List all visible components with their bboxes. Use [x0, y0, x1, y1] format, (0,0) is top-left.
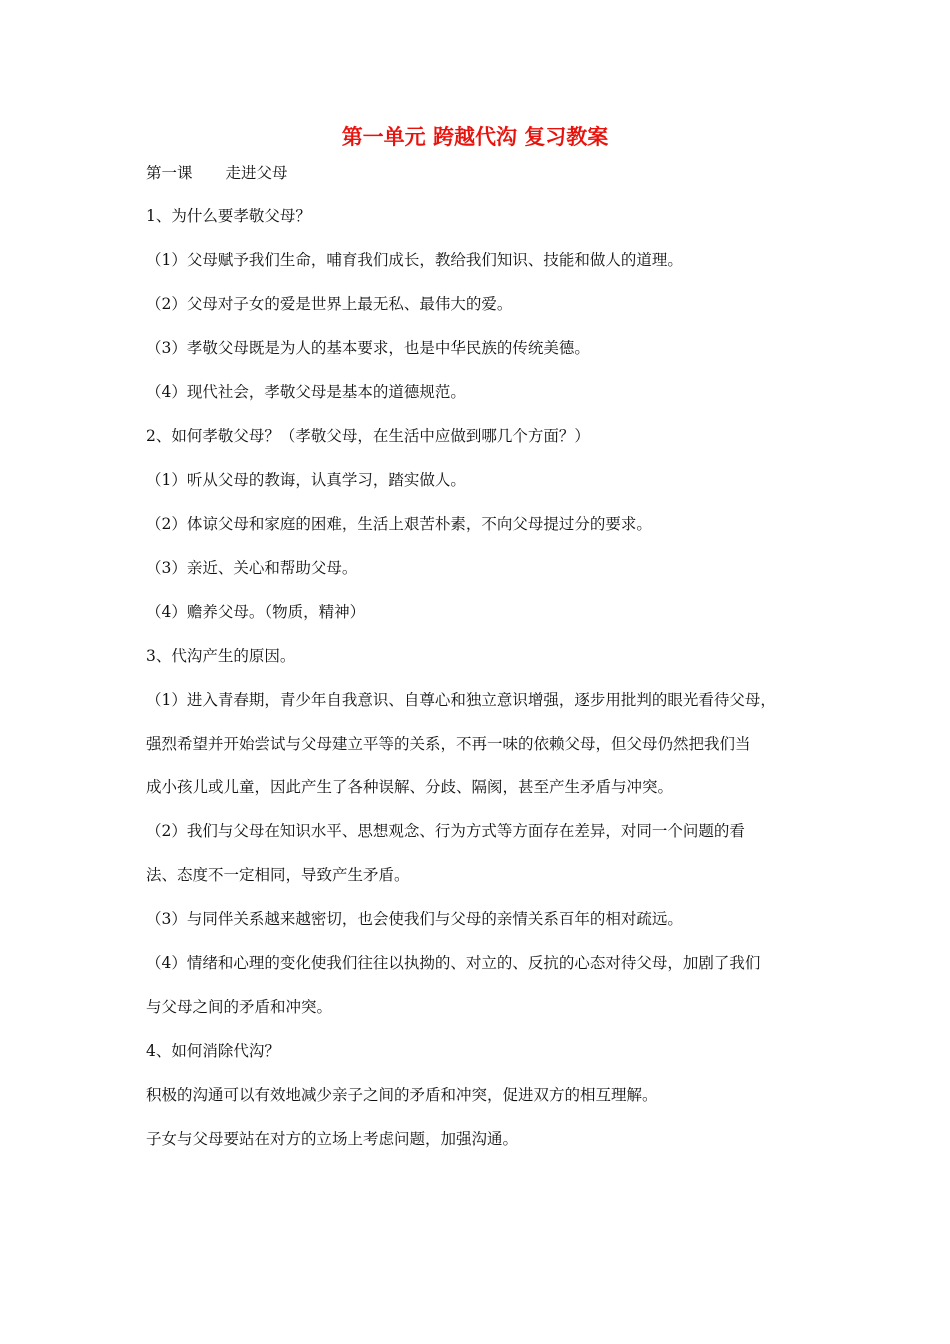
question-heading: 4、如何消除代沟？	[146, 1042, 280, 1060]
lesson-number: 第一课	[146, 164, 193, 182]
paragraph-line: （4）情绪和心理的变化使我们往往以执拗的、对立的、反抗的心态对待父母，加剧了我们	[146, 954, 761, 972]
paragraph-line: （2）我们与父母在知识水平、思想观念、行为方式等方面存在差异，对同一个问题的看	[146, 822, 745, 840]
paragraph-line: 成小孩儿或儿童，因此产生了各种误解、分歧、隔阂，甚至产生矛盾与冲突。	[146, 778, 674, 796]
paragraph-line: （3）孝敬父母既是为人的基本要求，也是中华民族的传统美德。	[146, 339, 590, 357]
paragraph-line: （2）体谅父母和家庭的困难，生活上艰苦朴素，不向父母提过分的要求。	[146, 515, 652, 533]
paragraph-line: （2）父母对子女的爱是世界上最无私、最伟大的爱。	[146, 295, 513, 313]
paragraph-line: （1）父母赋予我们生命，哺育我们成长，教给我们知识、技能和做人的道理。	[146, 251, 683, 269]
paragraph-line: 积极的沟通可以有效地减少亲子之间的矛盾和冲突，促进双方的相互理解。	[146, 1086, 658, 1104]
paragraph-line: （3）亲近、关心和帮助父母。	[146, 559, 358, 577]
question-heading: 2、如何孝敬父母？（孝敬父母，在生活中应做到哪几个方面？）	[146, 427, 590, 445]
question-heading: 3、代沟产生的原因。	[146, 647, 296, 665]
page-title: 第一单元 跨越代沟 复习教案	[341, 125, 609, 149]
paragraph-line: 子女与父母要站在对方的立场上考虑问题，加强沟通。	[146, 1130, 519, 1148]
paragraph-line: 法、态度不一定相同，导致产生矛盾。	[146, 866, 410, 884]
paragraph-line: （4）赡养父母。（物质，精神）	[146, 603, 366, 621]
paragraph-line: （4）现代社会，孝敬父母是基本的道德规范。	[146, 383, 466, 401]
paragraph-line: 与父母之间的矛盾和冲突。	[146, 998, 333, 1016]
paragraph-line: （1）听从父母的教诲，认真学习，踏实做人。	[146, 471, 466, 489]
lesson-heading	[146, 162, 288, 184]
paragraph-line: 强烈希望并开始尝试与父母建立平等的关系，不再一味的依赖父母，但父母仍然把我们当	[146, 735, 751, 753]
paragraph-line: （1）进入青春期，青少年自我意识、自尊心和独立意识增强，逐步用批判的眼光看待父母，	[146, 691, 776, 709]
lesson-name: 走进父母	[225, 164, 288, 182]
question-heading: 1、为什么要孝敬父母？	[146, 207, 311, 225]
paragraph-line: （3）与同伴关系越来越密切，也会使我们与父母的亲情关系百年的相对疏远。	[146, 910, 683, 928]
